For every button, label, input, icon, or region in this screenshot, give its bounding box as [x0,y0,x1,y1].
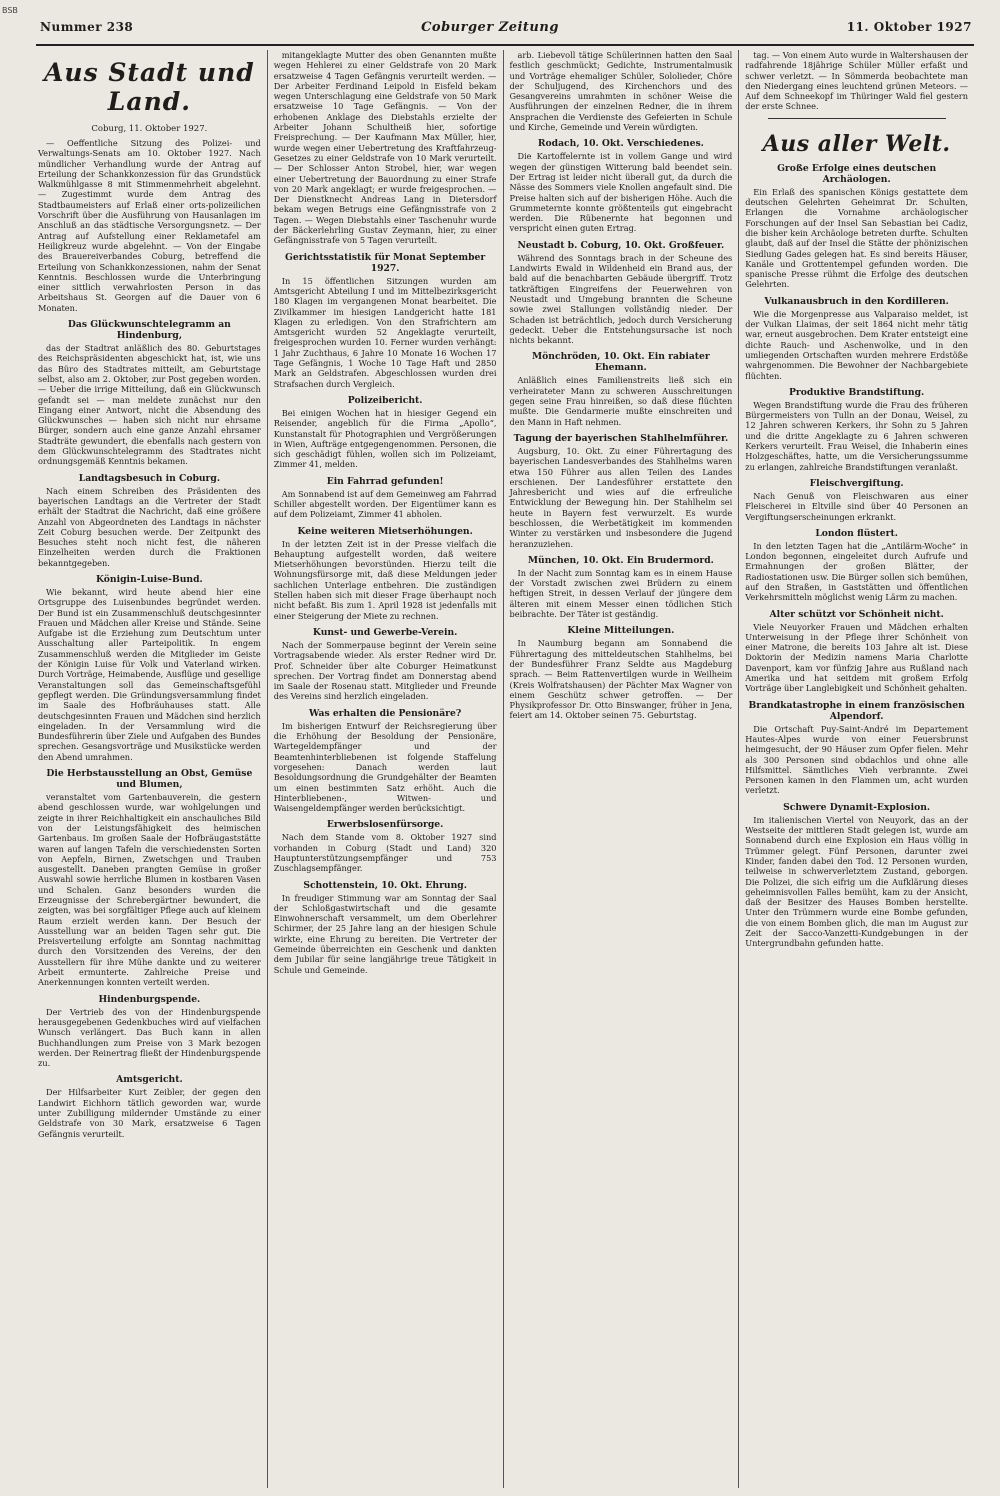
article [274,476,497,520]
article [510,240,733,346]
article-headline: Mönchröden, 10. Okt. Ein rabiater Ehemann. [532,351,710,374]
article-text: das der Stadtrat anläßlich des 80. Geburtstages des Reichspräsidenten abgeschickt hat, ist, wie uns das Büro des Stadtrates mitteilt, am Geburtstage selbst, also am 2. Oktober, zur Post gegeben worden. — Ueber die irrige Mitteilung, daß ein Glückwunsch gefandt sei — man meldete zunächst nur den Eingang einer Antwort, nicht die Absendung des Glückwunsches — haben sich nicht nur ehrsame Bürger, sondern auch eine ganze Anzahl ehrsamer Stadträte gewundert, die ebenfalls nach gestern von dem Glückwunschtelegramm des Stadtrates nicht ordnungsgemäß Kenntnis bekamen. [38,343,261,467]
article-headline: Tagung der bayerischen Stahlhelmführer. [513,432,729,444]
article-headline: Hindenburgspende. [98,993,201,1005]
article [745,528,968,603]
section-title-world: Aus aller Welt. [762,130,951,157]
article-headline: Erwerbslosenfürsorge. [326,819,444,831]
article-headline: Alter schützt vor Schönheit nicht. [769,608,944,620]
article-text: Ein Erlaß des spanischen Königs gestattete dem deutschen Gelehrten Geheimrat Dr. Schulten, Erlangen die Vornahme archäologischer Forschungen auf der Insel San Sebastian bei Cadiz, die bisher kein Archäologe betreten durfte. Schulten glaubt, daß auf der Insel die Stätte der phönizischen Siedlung Gades gelegen hat. Es sind bereits Häuser, Kanäle und Grottentempel gefunden worden. Die spanische Presse rühmt die Erfolge des deutschen Gelehrten. [745,186,968,290]
section-title-local: Aus Stadt und Land. [44,58,255,116]
article [745,478,968,522]
article [274,395,497,470]
article-text: veranstaltet vom Gartenbauverein, die gestern abend geschlossen wurde, war wohlgelungen und zeigte in ihrer Reichhaltigkeit ein anschauliches Bild von der Leistungsfähigkeit des heimischen Gartenbaus. Im großen Saale der Hofbräugaststätte waren auf langen Tafeln die verschiedensten Sorten von Aepfeln, Birnen, Zwetschgen und Trauben ausgestellt. Daneben prangten Gemüse in großer Auswahl sowie herrliche Blumen in kostbaren Vasen und Schalen. Ganz besonders wurden die Erzeugnisse der Schrebergärtner bewundert, die zeigten, was bei sorgfältiger Pflege auch auf kleinem Raum erzielt werden kann. Der Besuch der Ausstellung war an beiden Tagen sehr gut. Die Preisverteilung erfolgte am Sonntag nachmittag durch den Vorsitzenden des Vereins, der den Ausstellern für ihre Mühe dankte und zu weiterer Arbeit ermunterte. Zahlreiche Preise und Anerkennungen konnten verteilt werden. [38,792,261,988]
article [510,138,733,233]
article [38,319,261,467]
column-1 [36,50,268,1488]
article [745,609,968,694]
article-headline: Ein Fahrrad gefunden! [326,475,444,487]
article-text: Am Sonnabend ist auf dem Gemeinweg am Fahrrad Schiller abgestellt worden. Der Eigentümer kann es auf dem Polizeiamt, Zimmer 41 abholen. [273,488,497,520]
article-text: mitangeklagte Mutter des oben Genannten mußte wegen Hehlerei zu einer Geldstrafe von 20 Mark ersatzweise 4 Tagen Gefängnis verurteilt werden. — Der Arbeiter Ferdinand Leipold in Eisfeld bekam wegen Unterschlagung eine Geldstrafe von 50 Mark ersatzweise 10 Tage Gefängnis. — Von der erhobenen Anklage des Diebstahls erzielte der Arbeiter Johann Schultheiß hier, sofortige Freisprechung. — Der Kaufmann Max Müller, hier, wurde wegen einer Uebertretung des Kraftfahrzeug-Gesetzes zu einer Geldstrafe von 10 Mark verurteilt. — Der Schlosser Anton Strobel, hier, war wegen einer Uebertretung der Bauordnung zu einer Strafe von 20 Mark angeklagt; er wurde freigesprochen. — Der Dienstknecht Andreas Lang in Dietersdorf bekam wegen Betrugs eine Gefängnisstrafe von 2 Tagen. — Wegen Diebstahls einer Taschenuhr wurde der Bäckerlehrling Gustav Zeymann, hier, zu einer Gefängnisstrafe von 5 Tagen verurteilt. [273,50,497,246]
library-mark: BSB [2,6,18,15]
article [745,700,968,796]
article [510,433,733,549]
article [38,574,261,762]
article-headline: London flüstert. [815,527,898,539]
article-text: Nach Genuß von Fleischwaren aus einer Fleischerei in Eltville sind über 40 Personen an Vergiftungserscheinungen erkrankt. [745,490,968,522]
article-text: In der Nacht zum Sonntag kam es in einem Hause der Vorstadt zwischen zwei Brüdern zu einem heftigen Streit, in dessen Verlauf der jüngere dem älteren mit einem Messer einen tödlichen Stich beibrachte. Der Täter ist geständig. [509,567,733,620]
column-4 [739,50,974,1488]
article-headline: Kleine Mitteilungen. [567,625,675,637]
article-text: Anläßlich eines Familienstreits ließ sich ein verheirateter Mann zu schweren Ausschreitungen gegen seine Frau hinreißen, so daß diese flüchten mußte. Die Gendarmerie mußte einschreiten und den Mann in Haft nehmen. [509,375,733,427]
article-headline: Schottenstein, 10. Okt. Ehrung. [303,879,467,891]
article-text: Während des Sonntags brach in der Scheune des Landwirts Ewald in Wildenheid ein Brand aus, der bald auf die benachbarten Gebäude übergriff. Trotz tatkräftigen Eingreifens der Feuerwehren von Neustadt und Umgebung brannten die Scheune sowie zwei Stallungen vollständig nieder. Der Schaden ist beträchtlich, jedoch durch Versicherung gedeckt. Ueber die Entstehungsursache ist noch nichts bekannt. [509,252,733,346]
article [510,351,733,426]
article-headline: Produktive Brandstiftung. [789,386,925,398]
article-headline: Fleischvergiftung. [809,477,904,489]
article [274,627,497,702]
column-2 [268,50,504,1488]
article-text: Nach der Sommerpause beginnt der Verein seine Vortragsabende wieder. Als erster Redner wird Dr. Prof. Schneider über alte Coburger Heimatkunst sprechen. Der Vortrag findet am Donnerstag abend im Saale der Rosenau statt. Mitglieder und Freunde des Vereins sind herzlich eingeladen. [273,639,497,702]
page-header [40,20,972,42]
article [38,138,261,313]
article-text: Nach dem Stande vom 8. Oktober 1927 sind vorhanden in Coburg (Stadt und Land) 320 Hauptunterstützungsempfänger und 753 Zuschlagsempfänger. [273,832,497,874]
article-text: — Oeffentliche Sitzung des Polizei- und Verwaltungs-Senats am 10. Oktober 1927. Nach mündlicher Verhandlung wurde der Antrag auf Erteilung der Schankkonzession für das Grundstück Walkmühlgasse 8 mit Stimmenmehrheit abgelehnt. — Zugestimmt wurde dem Antrag des Stadtbaumeisters auf Erlaß einer orts-polizeilichen Vorschrift über die Ausführung von Hausanlagen im Anschluß an das städtische Versorgungsnetz. — Der Antrag auf Aufstellung einer Reklametafel am Heiligkreuz wurde abgelehnt. — Von der Eingabe des Brauereiverbandes Coburg, betreffend die Erteilung von Schankkonzessionen, nahm der Senat Kenntnis. Beschlossen wurde die Unterbringung einer sittlich verwahrlosten Person in das Arbeitshaus St. Georgen auf die Dauer von 6 Monaten. [38,138,261,313]
article-text: Im italienischen Viertel von Neuyork, das an der Westseite der mittleren Stadt gelegen ist, wurde am Sonnabend durch eine Explosion ein Haus völlig in Trümmer gelegt. Fünf Personen, darunter zwei Kinder, fanden dabei den Tod. 12 Personen wurden, teilweise in schwerverletztem Zustand, geborgen. Die Polizei, die sich eifrig um die Aufklärung dieses geheimnisvollen Falles bemüht, kam zu der Ansicht, daß der Besitzer des Hauses Bomben herstellte. Unter den Trümmern wurde eine Bombe gefunden, die von einem Bomben glich, die man im August zur Zeit der Sacco-Vanzetti-Kundgebungen in der Untergrundbahn gefunden hatte. [745,814,968,949]
article [38,473,261,568]
article-headline: Brandkatastrophe in einem französischen Alpendorf. [748,699,965,722]
article-headline: Gerichtsstatistik für Monat September 1927. [285,251,486,274]
article-text: In den letzten Tagen hat die „Antilärm-Woche“ in London begonnen, eingeleitet durch Aufrufe und Ermahnungen der großen Blätter, der Radiostationen usw. Die Bürger sollen sich bemühen, auf den Straßen, in Gaststätten und öffentlichen Verkehrsmitteln möglichst wenig Lärm zu machen. [745,540,968,603]
article [745,296,968,381]
article-text: Bei einigen Wochen hat in hiesiger Gegend ein Reisender, angeblich für die Firma „Apollo“, Kunstanstalt für Photographien und Vergrößerungen in Wien, Aufträge entgegengenommen. Personen, die sich geschädigt fühlen, wollen sich im Polizeiamt, Zimmer 41, melden. [273,407,497,470]
article [510,555,733,619]
article-text: Nach einem Schreiben des Präsidenten des bayerischen Landtags an die Vertreter der Stadt erhält der Stadtrat die Nachricht, daß eine größere Anzahl von Abgeordneten des Landtags in nächster Zeit Coburg besuchen werde. Der Zeitpunkt des Besuches steht noch nicht fest, die näheren Einzelheiten werden durch die Fraktionen bekanntgegeben. [38,485,261,568]
columns [36,50,974,1488]
header-rule [36,44,974,46]
article [745,802,968,949]
article-headline: Amtsgericht. [116,1074,183,1086]
article [38,768,261,988]
article-headline: Neustadt b. Coburg, 10. Okt. Großfeuer. [517,239,725,251]
article-text: Augsburg, 10. Okt. Zu einer Führertagung des bayerischen Landesverbandes des Stahlhelms waren etwa 150 Führer aus allen Teilen des Landes erschienen. Der Landesführer erstattete den Jahresbericht und wies auf die erfreuliche Entwicklung der Bewegung hin. Der Stahlhelm sei heute in Bayern fest verwurzelt. Es wurde beschlossen, die Werbetätigkeit im kommenden Winter zu verstärken und insbesondere die Jugend heranzuziehen. [509,445,733,549]
article-headline: Große Erfolge eines deutschen Archäologen. [777,162,937,185]
article-text: tag. — Von einem Auto wurde in Waltershausen der radfahrende 18jährige Schüler Müller erfaßt und schwer verletzt. — In Sömmerda beobachtete man den Niedergang eines leuchtend grünen Meteors. — Auf dem Schneekopf im Thüringer Wald fiel gestern der erste Schnee. [745,50,968,112]
article [510,50,733,132]
column-4-articles [745,163,968,949]
article [510,625,733,720]
article-text: Der Vertrieb des von der Hindenburgspende herausgegebenen Gedenkbuches wird auf vielfachen Wunsch verlängert. Das Buch kann in allen Buchhandlungen zum Preise von 3 Mark bezogen werden. Der Reinertrag fließt der Hindenburgspende zu. [38,1006,261,1069]
article [274,50,497,246]
article-headline: Kunst- und Gewerbe-Verein. [312,626,458,638]
masthead: Coburger Zeitung [421,20,559,35]
article [745,387,968,472]
article [745,163,968,290]
article [274,708,497,814]
article [274,880,497,975]
column-3 [504,50,740,1488]
column-3-articles [510,50,733,721]
article-headline: Rodach, 10. Okt. Verschiedenes. [537,138,704,150]
article-text: Viele Neuyorker Frauen und Mädchen erhalten Unterweisung in der Pflege ihrer Schönheit von einer Matrone, die bereits 103 Jahre alt ist. Diese Doktorin der Medizin namens Maria Charlotte Davenport, kam vor fünfzig Jahre aus Rußland nach Amerika und hat seitdem mit großem Erfolg Vorträge über Langlebigkeit und Schönheit gehalten. [745,621,968,694]
article-text: In freudiger Stimmung war am Sonntag der Saal der Schloßgastwirtschaft und die gesamte Einwohnerschaft versammelt, um dem Oberlehrer Schirmer, der 25 Jahre lang an der hiesigen Schule wirkte, eine Ehrung zu bereiten. Die Vertreter der Gemeinde überreichten ein Geschenk und dankten dem Jubilar für seine langjährige treue Tätigkeit in Schule und Gemeinde. [273,892,497,975]
article-text: Im bisherigen Entwurf der Reichsregierung über die Erhöhung der Besoldung der Pensionäre, Wartegeldempfänger und der Beamtenhinterbliebenen ist folgende Staffelung vorgesehen: Danach werden laut Besoldungsordnung die Grundgehälter der Beamten um einen bestimmten Satz erhöht. Auch die Hinterbliebenen-, Witwen- und Waisengeldempfänger werden berücksichtigt. [273,720,497,814]
column-1-articles [38,138,261,1139]
column-2-articles [274,50,497,975]
article-text: In 15 öffentlichen Sitzungen wurden am Amtsgericht Abteilung I und im Mittelbezirksgericht 180 Klagen im vergangenen Monat bearbeitet. Die Zivilkammer im hiesigen Landgericht hatte 181 Klagen zu erledigen. Von den Strafrichtern am Amtsgericht wurden 52 Angeklagte verurteilt, freigesprochen wurden 10. Ferner wurden verhängt: 1 Jahr Zuchthaus, 6 Jahre 10 Monate 16 Wochen 17 Tage Gefängnis, 1 Woche 10 Tage Haft und 2850 Mark an Geldstrafen. Abgeschlossen wurden drei Strafsachen durch Vergleich. [273,275,497,389]
article-text: Wie die Morgenpresse aus Valparaiso meldet, ist der Vulkan Llaimas, der seit 1864 nicht mehr tätig war, erneut ausgebrochen. Dem Krater entsteigt eine dichte Rauch- und Aschenwolke, und in den umliegenden Ortschaften wurden mehrere Erdstöße wahrgenommen. Die Bewohner der Nachbargebiete flüchten. [745,308,968,381]
issue-date: 11. Oktober 1927 [846,20,972,34]
article-headline: Polizeibericht. [347,394,423,406]
issue-number: Nummer 238 [40,20,134,34]
article [274,819,497,873]
article-text: Der Hilfsarbeiter Kurt Zeibler, der gegen den Landwirt Eichhorn tätlich geworden war, wurde unter Zubilligung mildernder Umstände zu einer Geldstrafe von 30 Mark, ersatzweise 6 Tagen Gefängnis verurteilt. [38,1087,261,1139]
divider [768,118,946,119]
article [38,994,261,1069]
article-headline: Was erhalten die Pensionäre? [308,707,462,719]
article [745,50,968,112]
article-headline: Das Glückwunschtelegramm an Hindenburg, [67,319,231,342]
article-text: arb. Liebevoll tätige Schülerinnen hatten den Saal festlich geschmückt; Gedichte, Instrumentalmusik und Vorträge ehemaliger Schüler, Sololieder, Chöre der Schuljugend, des Kirchenchors und des Gesangvereins umrahmten in schöner Weise die Ausführungen der einzelnen Redner, die in ihrem Ansprachen die Verdienste des Gefeierten in Schule und Kirche, Gemeinde und Verein würdigten. [509,50,733,133]
article-headline: Königin-Luise-Bund. [96,573,203,585]
dateline: Coburg, 11. Oktober 1927. [91,124,208,134]
article-text: Die Ortschaft Puy-Saint-André im Departement Hautes-Alpes wurde von einer Feuersbrunst heimgesucht, der 90 Häuser zum Opfer fielen. Mehr als 300 Personen sind obdachlos und ohne alle Hilfsmittel. Sämtliches Vieh verbrannte. Zwei Personen kamen in den Flammen um, acht wurden verletzt. [745,723,968,796]
article-headline: Vulkanausbruch in den Kordilleren. [764,295,949,307]
article-headline: Keine weiteren Mietserhöhungen. [297,525,473,537]
article-text: In Naumburg begann am Sonnabend die Führertagung des mitteldeutschen Stahlhelms, bei der Bundesführer Franz Seldte aus Magdeburg sprach. — Beim Rattenvertilgen wurde in Weilheim (Kreis Wolfratshausen) der Pächter Max Wagner von einem Geschütz schwer getroffen. — Der Physikprofessor Dr. Otto Binswanger, früher in Jena, feiert am 14. Oktober seinen 75. Geburtstag. [509,638,733,721]
article-headline: Die Herbstausstellung an Obst, Gemüse und Blumen, [46,768,253,791]
article-text: Die Kartoffelernte ist in vollem Gange und wird wegen der günstigen Witterung bald beendet sein. Der Ertrag ist leider nicht überall gut, da durch die Nässe des Sommers viele Knollen angefault sind. Die Preise halten sich auf der bisherigen Höhe. Auch die Grummeternte konnte größtenteils gut eingebracht werden. Die Rübenernte hat begonnen und verspricht einen guten Ertrag. [509,151,733,234]
article-text: Wegen Brandstiftung wurde die Frau des früheren Bürgermeisters von Tulln an der Donau, Weisel, zu 12 Jahren schweren Kerkers, ihr Sohn zu 5 Jahren und die dritte Angeklagte zu 6 Jahren schweren Kerkers verurteilt. Frau Weisel, die Inhaberin eines Holzgeschäftes, hatte, um die Versicherungssumme zu erlangen, zahlreiche Brandstiftungen veranlaßt. [745,399,968,472]
article [38,1074,261,1138]
article-headline: München, 10. Okt. Ein Brudermord. [527,554,714,566]
article-headline: Landtagsbesuch in Coburg. [78,472,221,484]
article-headline: Schwere Dynamit-Explosion. [783,801,931,813]
article [274,526,497,621]
article-text: Wie bekannt, wird heute abend hier eine Ortsgruppe des Luisenbundes begründet werden. Der Bund ist ein Zusammenschluß deutschgesinnter Frauen und Mädchen aller Kreise und Stände. Seine Aufgabe ist die Erziehung zum Deutschtum unter Ausschaltung aller Parteipolitik. In engem Zusammenschluß werden die Mitglieder im Geiste der Königin Luise für Volk und Vaterland wirken. Durch Vorträge, Heimabende, Ausflüge und gesellige Veranstaltungen soll das Gemeinschaftsgefühl gepflegt werden. Die Gründungsversammlung findet im Saale des Hofbräuhauses statt. Alle deutschgesinnten Frauen und Mädchen sind herzlich eingeladen. In der Versammlung wird die Bundesführerin über Ziele und Aufgaben des Bundes sprechen. Gesangsvorträge und Musikstücke werden den Abend umrahmen. [38,586,261,762]
article [274,252,497,389]
article-text: In der letzten Zeit ist in der Presse vielfach die Behauptung aufgestellt worden, daß weitere Mietserhöhungen bevorstünden. Hierzu teilt die Wohnungsfürsorge mit, daß diese Meldungen jeder sachlichen Unterlage entbehren. Die zuständigen Stellen haben sich mit dieser Frage überhaupt noch nicht befaßt. Bis zum 1. April 1928 ist jedenfalls mit einer Steigerung der Miete zu rechnen. [273,538,497,621]
